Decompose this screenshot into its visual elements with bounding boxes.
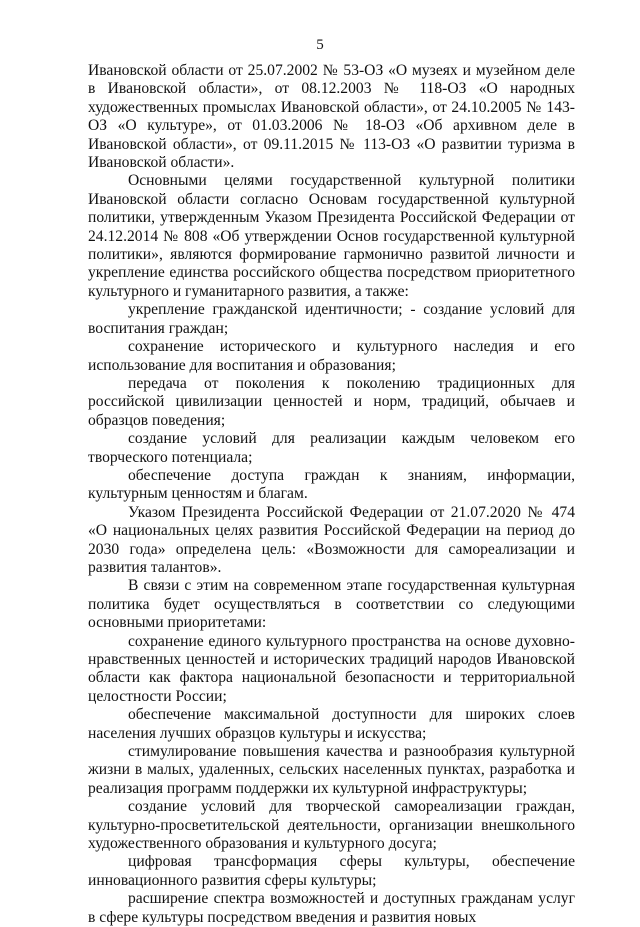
- paragraph-traditions: передача от поколения к поколению традиционных для российской цивилизации ценностей и норм, традиций, обычаев и образцов поведения;: [88, 374, 575, 429]
- paragraph-heritage: сохранение исторического и культурного наследия и его использование для воспитания и образования;: [88, 338, 575, 374]
- paragraph-main-goals: Основными целями государственной культурной политики Ивановской области согласно Основам государственной культурной политики, утвержденным Указом Президента Российской Федерации от 24.12.2014 № 808 «Об утверждении Основ государственной культурной политики», являются формирование гармонично развитой личности и укрепление единства российского общества посредством приоритетного культурного и гуманитарного развития, а также:: [88, 172, 575, 300]
- page-number: 5: [316, 37, 324, 53]
- paragraph-priorities-intro: В связи с этим на современном этапе государственная культурная политика будет осуществляться в соответствии со следующими основными приоритетами:: [88, 577, 575, 632]
- paragraph-services-expansion: расширение спектра возможностей и доступных гражданам услуг в сфере культуры посредством введения и развития новых: [88, 890, 575, 926]
- paragraph-creative-potential: создание условий для реализации каждым человеком его творческого потенциала;: [88, 430, 575, 466]
- paragraph-accessibility: обеспечение максимальной доступности для широких слоев населения лучших образцов культуры и искусства;: [88, 706, 575, 742]
- paragraph-laws-list: Ивановской области от 25.07.2002 № 53-ОЗ «О музеях и музейном деле в Ивановской области», от 08.12.2003 № 118-ОЗ «О народных художественных промыслах Ивановской области», от 24.10.2005 № 143-ОЗ «О культуре», от 01.03.2006 № 18-ОЗ «Об архивном деле в Ивановской области», от 09.11.2015 № 113-ОЗ «О развитии туризма в Ивановской области».: [88, 62, 575, 172]
- paragraph-decree-2020: Указом Президента Российской Федерации от 21.07.2020 № 474 «О национальных целях развития Российской Федерации на период до 2030 года» определена цель: «Возможности для самореализации и развития талантов».: [88, 503, 575, 576]
- paragraph-rural-culture: стимулирование повышения качества и разнообразия культурной жизни в малых, удаленных, сельских населенных пунктах, разработка и реализация программ поддержки их культурной инфраструктуры;: [88, 743, 575, 797]
- paragraph-cultural-space: сохранение единого культурного пространства на основе духовно-нравственных ценностей и исторических традиций народов Ивановской области как фактора национальной безопасности и территориальной целостности России;: [88, 632, 575, 705]
- paragraph-civic-identity: укрепление гражданской идентичности; - создание условий для воспитания граждан;: [88, 301, 575, 337]
- paragraph-access-knowledge: обеспечение доступа граждан к знаниям, информации, культурным ценностям и благам.: [88, 466, 575, 503]
- document-body: [88, 62, 575, 927]
- paragraph-digital-transformation: цифровая трансформация сферы культуры, обеспечение инновационного развития сферы культуры;: [88, 853, 575, 889]
- paragraph-self-realization: создание условий для творческой самореализации граждан, культурно-просветительской деятельности, организации внешкольного художественного образования и культурного досуга;: [88, 798, 575, 853]
